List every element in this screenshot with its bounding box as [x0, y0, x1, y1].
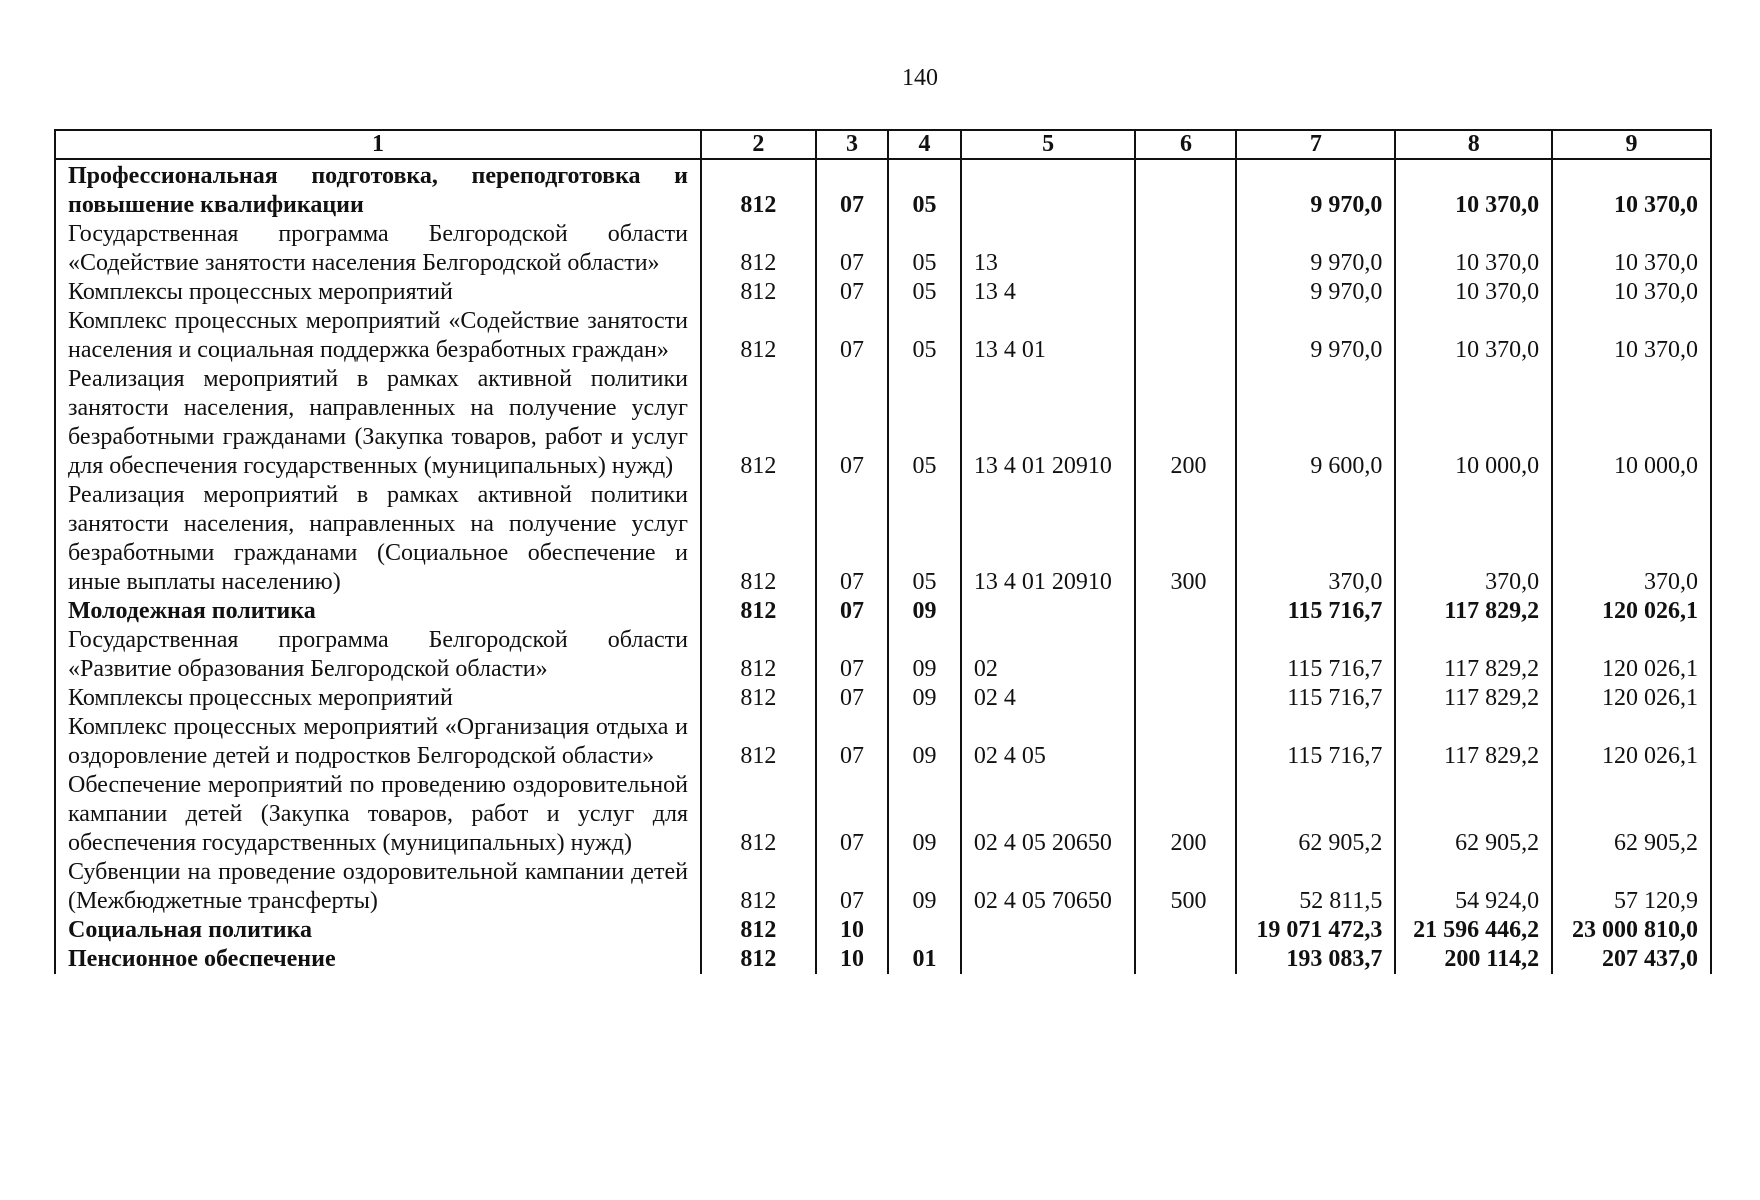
row-amount-year3: 120 026,1 [1552, 626, 1711, 684]
row-expense-type: 500 [1135, 858, 1236, 916]
row-amount-year1: 9 970,0 [1236, 278, 1395, 307]
row-expense-type [1135, 278, 1236, 307]
row-section: 07 [816, 771, 889, 858]
column-header-6: 6 [1135, 130, 1236, 159]
row-amount-year2: 117 829,2 [1395, 597, 1552, 626]
row-code-admin: 812 [701, 159, 816, 220]
table-row [55, 365, 1711, 481]
row-target-article [961, 597, 1136, 626]
row-amount-year2: 21 596 446,2 [1395, 916, 1552, 945]
table-row [55, 481, 1711, 597]
row-section: 07 [816, 278, 889, 307]
row-amount-year3: 57 120,9 [1552, 858, 1711, 916]
row-amount-year3: 10 370,0 [1552, 220, 1711, 278]
table-row [55, 858, 1711, 916]
table-row [55, 278, 1711, 307]
row-amount-year3: 120 026,1 [1552, 597, 1711, 626]
row-amount-year1: 52 811,5 [1236, 858, 1395, 916]
row-amount-year2: 117 829,2 [1395, 713, 1552, 771]
row-name: Социальная политика [55, 916, 701, 945]
row-target-article: 13 4 01 20910 [961, 365, 1136, 481]
table-row [55, 713, 1711, 771]
row-name: Комплексы процессных мероприятий [55, 278, 701, 307]
row-target-article: 02 4 05 [961, 713, 1136, 771]
row-section: 07 [816, 858, 889, 916]
row-subsection: 05 [888, 278, 961, 307]
row-section: 07 [816, 365, 889, 481]
column-header-8: 8 [1395, 130, 1552, 159]
table-row [55, 945, 1711, 974]
row-amount-year1: 115 716,7 [1236, 597, 1395, 626]
row-name: Молодежная политика [55, 597, 701, 626]
row-amount-year2: 10 370,0 [1395, 307, 1552, 365]
row-target-article: 13 4 [961, 278, 1136, 307]
row-amount-year3: 120 026,1 [1552, 684, 1711, 713]
row-amount-year2: 10 370,0 [1395, 278, 1552, 307]
row-target-article [961, 945, 1136, 974]
row-code-admin: 812 [701, 713, 816, 771]
row-section: 07 [816, 626, 889, 684]
row-expense-type [1135, 945, 1236, 974]
row-code-admin: 812 [701, 220, 816, 278]
row-amount-year1: 9 970,0 [1236, 307, 1395, 365]
row-section: 07 [816, 307, 889, 365]
row-amount-year1: 115 716,7 [1236, 713, 1395, 771]
row-subsection: 01 [888, 945, 961, 974]
row-target-article [961, 159, 1136, 220]
row-amount-year3: 10 370,0 [1552, 278, 1711, 307]
row-subsection: 09 [888, 771, 961, 858]
row-code-admin: 812 [701, 597, 816, 626]
row-amount-year1: 193 083,7 [1236, 945, 1395, 974]
row-amount-year1: 370,0 [1236, 481, 1395, 597]
row-expense-type: 200 [1135, 365, 1236, 481]
row-section: 07 [816, 481, 889, 597]
column-header-5: 5 [961, 130, 1136, 159]
row-amount-year2: 10 000,0 [1395, 365, 1552, 481]
table-row [55, 307, 1711, 365]
row-subsection: 05 [888, 159, 961, 220]
table-header [55, 130, 1711, 159]
table-body [55, 159, 1711, 974]
row-name: Реализация мероприятий в рамках активной политики занятости населения, направленных на получение услуг безработными гражданами (Закупка товаров, работ и услуг для обеспечения государственных (муниципальных) нужд) [55, 365, 701, 481]
row-amount-year3: 23 000 810,0 [1552, 916, 1711, 945]
row-subsection: 09 [888, 858, 961, 916]
row-amount-year2: 54 924,0 [1395, 858, 1552, 916]
row-amount-year3: 207 437,0 [1552, 945, 1711, 974]
row-expense-type: 300 [1135, 481, 1236, 597]
column-header-7: 7 [1236, 130, 1395, 159]
row-subsection: 09 [888, 626, 961, 684]
row-code-admin: 812 [701, 916, 816, 945]
table-row [55, 684, 1711, 713]
table-row [55, 159, 1711, 220]
row-expense-type [1135, 307, 1236, 365]
row-name: Пенсионное обеспечение [55, 945, 701, 974]
row-section: 07 [816, 713, 889, 771]
row-amount-year2: 10 370,0 [1395, 220, 1552, 278]
row-section: 07 [816, 220, 889, 278]
row-target-article [961, 916, 1136, 945]
row-target-article: 13 4 01 [961, 307, 1136, 365]
column-header-4: 4 [888, 130, 961, 159]
row-target-article: 02 4 [961, 684, 1136, 713]
header-row [55, 130, 1711, 159]
row-name: Комплекс процессных мероприятий «Содействие занятости населения и социальная поддержка безработных граждан» [55, 307, 701, 365]
row-code-admin: 812 [701, 365, 816, 481]
table-row [55, 220, 1711, 278]
row-code-admin: 812 [701, 771, 816, 858]
budget-table [54, 129, 1712, 974]
row-expense-type [1135, 597, 1236, 626]
row-name: Комплексы процессных мероприятий [55, 684, 701, 713]
row-subsection: 05 [888, 365, 961, 481]
row-amount-year2: 117 829,2 [1395, 684, 1552, 713]
row-subsection: 05 [888, 481, 961, 597]
row-section: 07 [816, 597, 889, 626]
row-expense-type [1135, 713, 1236, 771]
row-section: 07 [816, 159, 889, 220]
row-target-article: 02 4 05 70650 [961, 858, 1136, 916]
row-amount-year1: 62 905,2 [1236, 771, 1395, 858]
table-row [55, 626, 1711, 684]
row-amount-year1: 19 071 472,3 [1236, 916, 1395, 945]
row-section: 10 [816, 916, 889, 945]
table-row [55, 597, 1711, 626]
row-amount-year3: 10 370,0 [1552, 307, 1711, 365]
column-header-1: 1 [55, 130, 701, 159]
row-expense-type [1135, 159, 1236, 220]
row-name: Комплекс процессных мероприятий «Организация отдыха и оздоровление детей и подростков Белгородской области» [55, 713, 701, 771]
row-name: Обеспечение мероприятий по проведению оздоровительной кампании детей (Закупка товаров, работ и услуг для обеспечения государственных (муниципальных) нужд) [55, 771, 701, 858]
row-name: Реализация мероприятий в рамках активной политики занятости населения, направленных на получение услуг безработными гражданами (Социальное обеспечение и иные выплаты населению) [55, 481, 701, 597]
row-code-admin: 812 [701, 307, 816, 365]
row-name: Государственная программа Белгородской области «Развитие образования Белгородской области» [55, 626, 701, 684]
row-expense-type [1135, 220, 1236, 278]
row-amount-year3: 370,0 [1552, 481, 1711, 597]
column-header-9: 9 [1552, 130, 1711, 159]
row-code-admin: 812 [701, 626, 816, 684]
table-row [55, 916, 1711, 945]
row-amount-year2: 117 829,2 [1395, 626, 1552, 684]
column-header-3: 3 [816, 130, 889, 159]
row-subsection: 09 [888, 713, 961, 771]
row-amount-year3: 10 000,0 [1552, 365, 1711, 481]
row-expense-type [1135, 626, 1236, 684]
row-subsection [888, 916, 961, 945]
page-number: 140 [902, 65, 938, 91]
row-name: Профессиональная подготовка, переподготовка и повышение квалификации [55, 159, 701, 220]
row-target-article: 13 [961, 220, 1136, 278]
row-code-admin: 812 [701, 684, 816, 713]
row-expense-type [1135, 684, 1236, 713]
row-name: Государственная программа Белгородской области «Содействие занятости населения Белгородской области» [55, 220, 701, 278]
row-amount-year3: 10 370,0 [1552, 159, 1711, 220]
row-amount-year1: 9 970,0 [1236, 220, 1395, 278]
row-amount-year2: 62 905,2 [1395, 771, 1552, 858]
column-header-2: 2 [701, 130, 816, 159]
row-code-admin: 812 [701, 858, 816, 916]
row-section: 07 [816, 684, 889, 713]
row-amount-year1: 9 970,0 [1236, 159, 1395, 220]
row-target-article: 13 4 01 20910 [961, 481, 1136, 597]
row-amount-year2: 10 370,0 [1395, 159, 1552, 220]
row-target-article: 02 4 05 20650 [961, 771, 1136, 858]
row-expense-type: 200 [1135, 771, 1236, 858]
row-code-admin: 812 [701, 278, 816, 307]
row-expense-type [1135, 916, 1236, 945]
row-subsection: 09 [888, 684, 961, 713]
row-subsection: 09 [888, 597, 961, 626]
row-name: Субвенции на проведение оздоровительной кампании детей (Межбюджетные трансферты) [55, 858, 701, 916]
row-amount-year2: 200 114,2 [1395, 945, 1552, 974]
row-amount-year3: 120 026,1 [1552, 713, 1711, 771]
row-target-article: 02 [961, 626, 1136, 684]
row-amount-year1: 115 716,7 [1236, 684, 1395, 713]
row-amount-year2: 370,0 [1395, 481, 1552, 597]
row-code-admin: 812 [701, 945, 816, 974]
row-code-admin: 812 [701, 481, 816, 597]
row-subsection: 05 [888, 307, 961, 365]
row-amount-year1: 9 600,0 [1236, 365, 1395, 481]
table-row [55, 771, 1711, 858]
row-section: 10 [816, 945, 889, 974]
row-amount-year3: 62 905,2 [1552, 771, 1711, 858]
row-amount-year1: 115 716,7 [1236, 626, 1395, 684]
row-subsection: 05 [888, 220, 961, 278]
